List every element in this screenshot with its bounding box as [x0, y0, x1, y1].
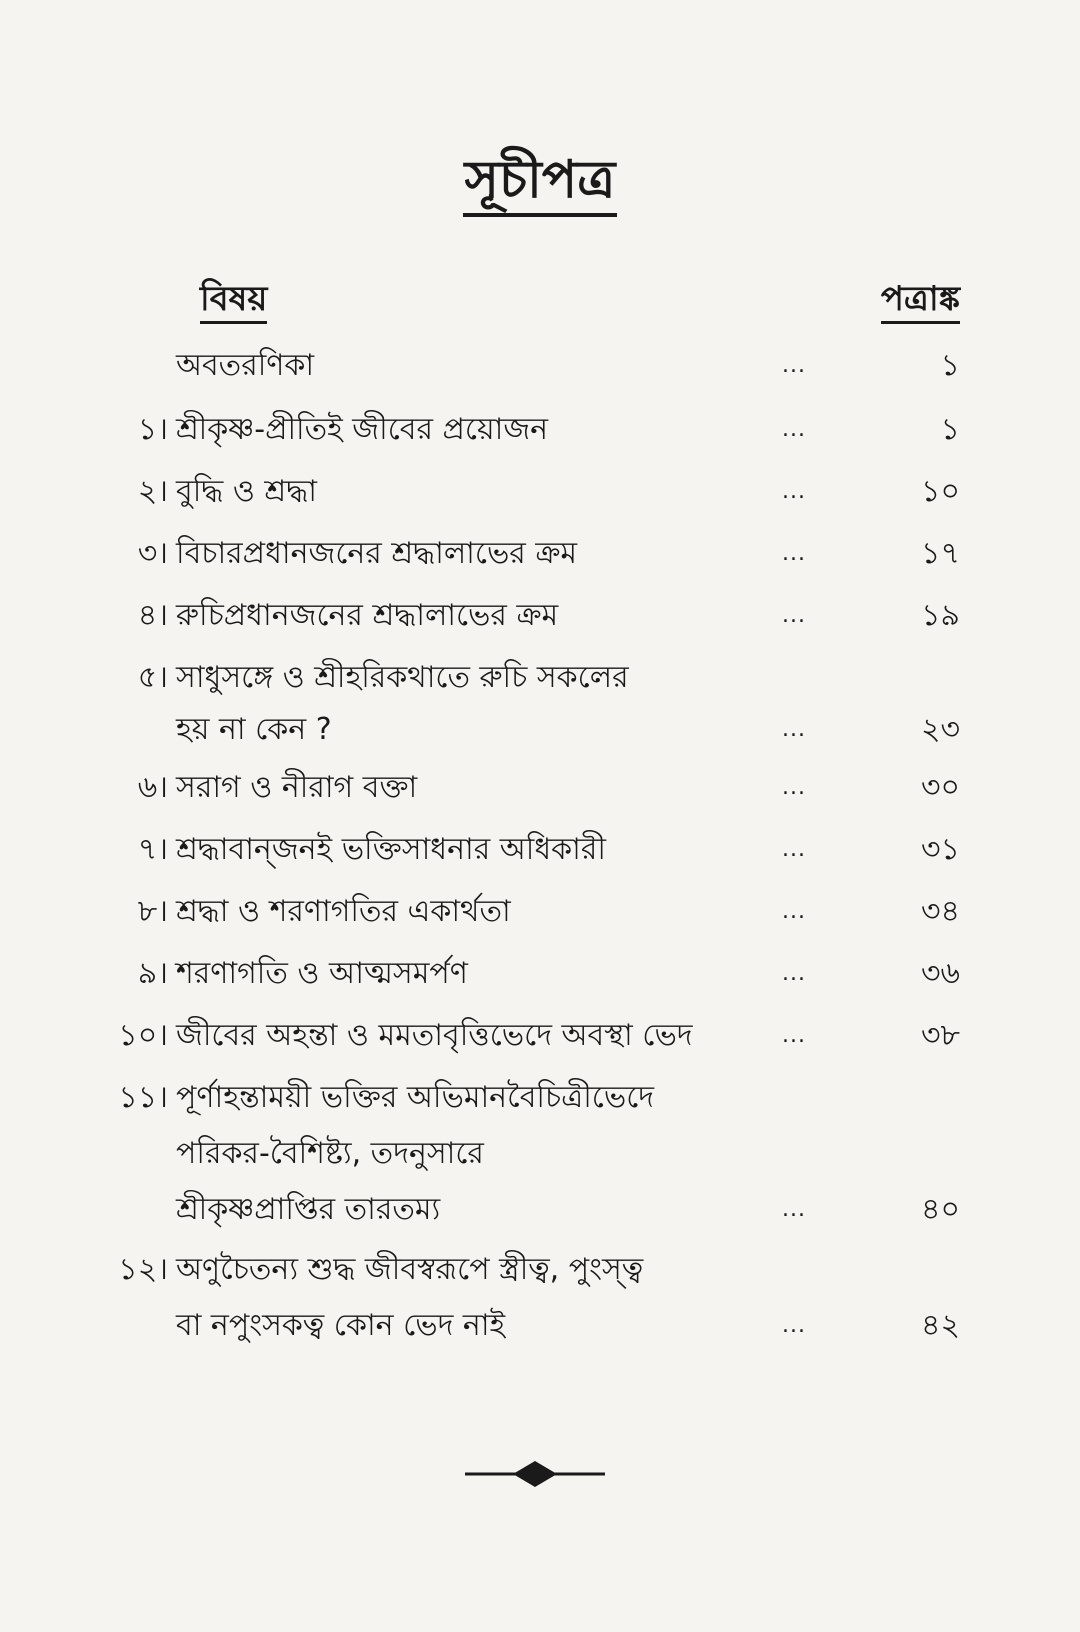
- leader-dots: ...: [782, 717, 806, 742]
- toc-entry-number: ৩।: [137, 536, 168, 571]
- toc-entry-title-line-2: বা নপুংসকত্ব কোন ভেদ নাই: [176, 1308, 506, 1343]
- toc-entry-number: ২।: [137, 474, 168, 509]
- toc-entry-title-line-1: পূর্ণাহন্তাময়ী ভক্তির অভিমানবৈচিত্রীভেদে: [176, 1080, 655, 1115]
- leader-dots: ...: [782, 417, 806, 442]
- toc-entry-page: ১: [940, 348, 960, 383]
- toc-entry-title-line-1: অণুচৈতন্য শুদ্ধ জীবস্বরূপে স্ত্রীত্ব, পুংস্ত্ব: [176, 1252, 644, 1287]
- toc-entry-4: [0, 586, 1080, 646]
- toc-entry-page: ৩১: [921, 832, 960, 867]
- leader-dots: ...: [782, 837, 806, 862]
- toc-entry-number: ১১।: [118, 1080, 168, 1115]
- toc-entry-page: ১৭: [921, 536, 960, 571]
- toc-entry-title: শ্রীকৃষ্ণ-প্রীতিই জীবের প্রয়োজন: [176, 412, 549, 447]
- toc-entry-title: সরাগ ও নীরাগ বক্তা: [176, 770, 418, 805]
- toc-entry-title: শ্রদ্ধা ও শরণাগতির একার্থতা: [176, 894, 511, 929]
- leader-dots: ...: [782, 961, 806, 986]
- toc-entry-page: ৪০: [921, 1192, 960, 1227]
- toc-entry-number: ৪।: [137, 598, 168, 633]
- toc-entry-title: বুদ্ধি ও শ্রদ্ধা: [176, 474, 317, 509]
- toc-entry-number: ৫।: [137, 660, 168, 695]
- toc-entry-6: [0, 758, 1080, 818]
- toc-entry-page: ২৩: [920, 712, 960, 747]
- toc-entry-introduction: [0, 336, 1080, 396]
- toc-entry-title: অবতরণিকা: [176, 348, 315, 383]
- toc-entry-11-continued-2: [0, 1180, 1080, 1240]
- toc-entry-8: [0, 882, 1080, 942]
- toc-entry-page: ৩৪: [921, 894, 960, 929]
- leader-dots: ...: [782, 1313, 806, 1338]
- toc-entry-12-continued: [0, 1296, 1080, 1356]
- toc-entry-12: [0, 1240, 1080, 1300]
- toc-entry-page: ১: [940, 412, 960, 447]
- toc-entry-number: ৬।: [137, 770, 168, 805]
- toc-entry-3: [0, 524, 1080, 584]
- toc-entry-7: [0, 820, 1080, 880]
- toc-entry-title-line-2: পরিকর-বৈশিষ্ট্য, তদনুসারে: [176, 1136, 484, 1171]
- end-ornament-icon: [465, 1456, 605, 1492]
- toc-entry-title-line-1: সাধুসঙ্গে ও শ্রীহরিকথাতে রুচি সকলের: [176, 660, 629, 695]
- toc-entry-page: ১৯: [921, 598, 960, 633]
- toc-entry-5: [0, 648, 1080, 708]
- page-column-header: পত্রাঙ্ক: [881, 280, 960, 324]
- toc-entry-number: ৮।: [137, 894, 168, 929]
- toc-entry-5-continued: [0, 700, 1080, 760]
- toc-entry-2: [0, 462, 1080, 522]
- toc-entry-page: ৩৮: [921, 1018, 960, 1053]
- leader-dots: ...: [782, 603, 806, 628]
- leader-dots: ...: [782, 541, 806, 566]
- subject-column-header: বিষয়: [200, 280, 267, 324]
- toc-entry-number: ১০।: [118, 1018, 168, 1053]
- toc-entry-title: বিচারপ্রধানজনের শ্রদ্ধালাভের ক্রম: [176, 536, 578, 571]
- toc-entry-title: শ্রদ্ধাবান্‌জনই ভক্তিসাধনার অধিকারী: [176, 832, 606, 867]
- toc-entry-9: [0, 944, 1080, 1004]
- toc-entry-number: ৭।: [137, 832, 168, 867]
- leader-dots: ...: [782, 479, 806, 504]
- toc-entry-title: রুচিপ্রধানজনের শ্রদ্ধালাভের ক্রম: [176, 598, 559, 633]
- leader-dots: ...: [782, 353, 806, 378]
- toc-entry-page: ৩৬: [920, 956, 960, 991]
- toc-entry-number: ১২।: [118, 1252, 168, 1287]
- toc-entry-11: [0, 1068, 1080, 1128]
- toc-entry-number: ১।: [137, 412, 168, 447]
- toc-entry-title-line-3: শ্রীকৃষ্ণপ্রাপ্তির তারতম্য: [176, 1192, 441, 1227]
- leader-dots: ...: [782, 1023, 806, 1048]
- toc-entry-page: ৩০: [920, 770, 960, 805]
- toc-entry-11-continued: [0, 1124, 1080, 1184]
- page-title: [0, 150, 1080, 217]
- toc-entry-1: [0, 400, 1080, 460]
- toc-entry-page: ১০: [921, 474, 960, 509]
- toc-entry-title-line-2: হয় না কেন ?: [176, 712, 332, 747]
- leader-dots: ...: [782, 1197, 806, 1222]
- toc-entry-title: জীবের অহন্তা ও মমতাবৃত্তিভেদে অবস্থা ভেদ: [176, 1018, 693, 1053]
- leader-dots: ...: [782, 899, 806, 924]
- toc-entry-page: ৪২: [921, 1308, 960, 1343]
- leader-dots: ...: [782, 775, 806, 800]
- toc-entry-title: শরণাগতি ও আত্মসমর্পণ: [176, 956, 468, 991]
- toc-entry-number: ৯।: [137, 956, 168, 991]
- page-title-text: সূচীপত্র: [463, 151, 618, 217]
- toc-entry-10: [0, 1006, 1080, 1066]
